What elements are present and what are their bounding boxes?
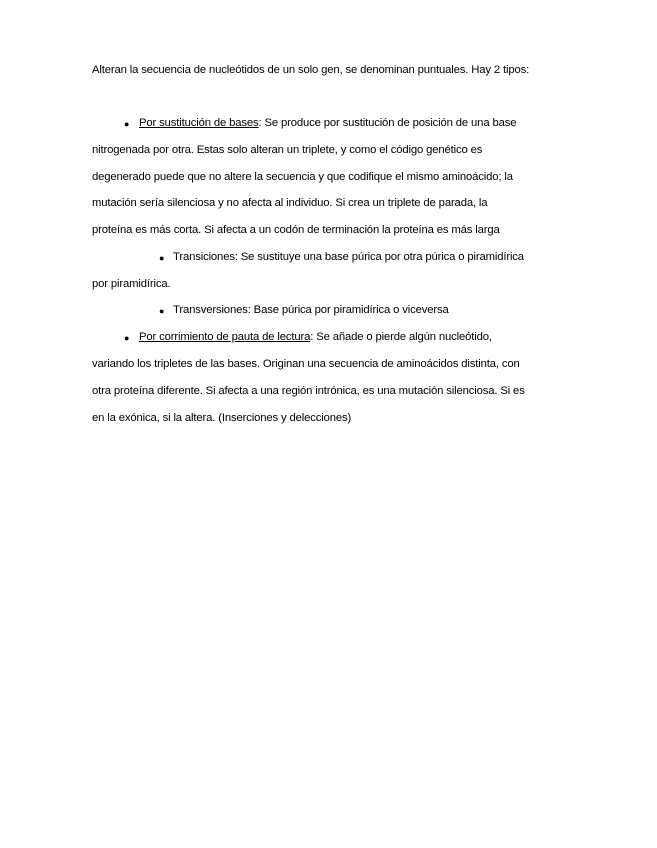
- bullet-icon: ●: [124, 119, 130, 129]
- sub1-line2: por piramidírica.: [92, 278, 171, 290]
- item1-first-line: [139, 110, 516, 137]
- item2-line2: variando los tripletes de las bases. Originan una secuencia de aminoácidos distinta, con: [92, 358, 520, 370]
- item1-title: Por sustitución de bases: [139, 117, 259, 129]
- bullet-icon: ●: [124, 333, 130, 343]
- item2-line4: en la exónica, si la altera. (Inserciones y delecciones): [92, 412, 352, 424]
- item2-title: Por corrimiento de pauta de lectura: [139, 331, 311, 343]
- item1-line1-text: : Se produce por sustitución de posición de una base: [258, 117, 517, 129]
- item2-first-line: [139, 324, 492, 351]
- item1-line4: mutación sería silenciosa y no afecta al individuo. Si crea un triplete de parada, la: [92, 197, 488, 209]
- item1-line5: proteína es más corta. Si afecta a un codón de terminación la proteína es más larga: [92, 224, 500, 236]
- item2-line1-text: : Se añade o pierde algún nucleótido,: [310, 331, 492, 343]
- item2-line3: otra proteína diferente. Si afecta a una región intrónica, es una mutación silenciosa. Si es: [92, 385, 525, 397]
- bullet-icon: ●: [159, 253, 165, 263]
- bullet-icon: ●: [159, 306, 165, 316]
- sub2-line: Transversiones: Base púrica por piramidírica o viceversa: [173, 304, 449, 316]
- item1-line2: nitrogenada por otra. Estas solo alteran un triplete, y como el código genético es: [92, 144, 483, 156]
- sub1-line1: Transiciones: Se sustituye una base púrica por otra púrica o piramidírica: [173, 251, 524, 263]
- item1-line3: degenerado puede que no altere la secuencia y que codifique el mismo aminoácido; la: [92, 171, 513, 183]
- intro-paragraph: Alteran la secuencia de nucleótidos de un solo gen, se denominan puntuales. Hay 2 tipos:: [92, 64, 530, 76]
